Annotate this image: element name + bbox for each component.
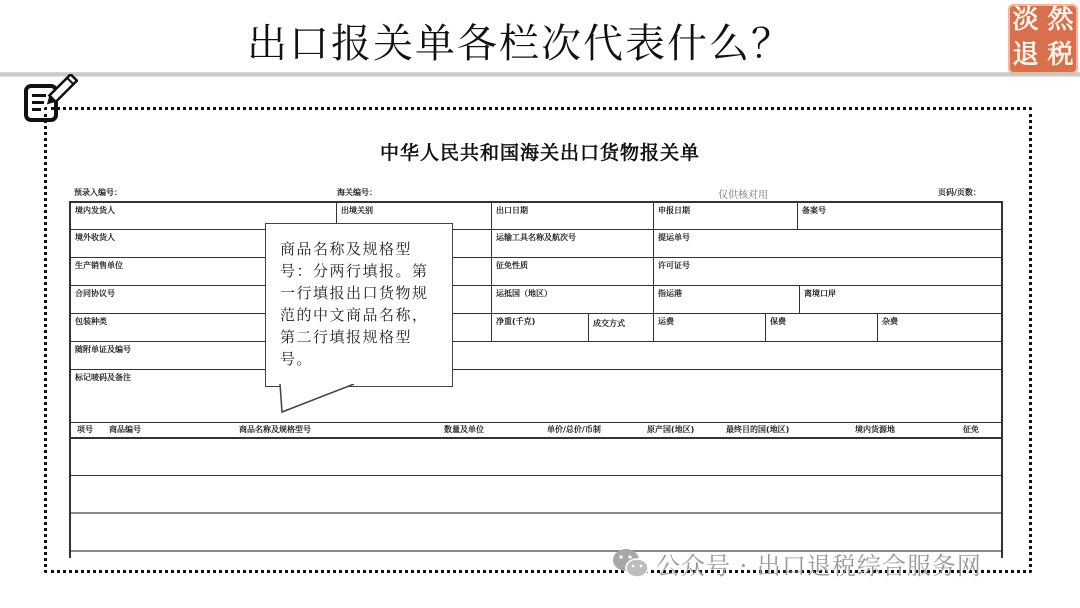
col-quantity-unit: 数量及单位: [444, 425, 484, 434]
customs-declaration-form: [69, 201, 1003, 558]
callout-text: 商品名称及规格型号：分两行填报。第一行填报出口货物规范的中文商品名称，第二行填报规格型号。: [280, 240, 429, 368]
field-net-weight: 净重(千克): [492, 314, 589, 342]
customs-number-label: 海关编号：: [337, 188, 377, 197]
goods-row-divider: [71, 512, 1001, 514]
col-levy-exemption: 征免: [963, 425, 979, 434]
watermark: [612, 546, 982, 581]
col-commodity-name-spec: 商品名称及规格型号: [239, 425, 311, 434]
field-destination-country: 运抵国（地区）: [492, 286, 654, 314]
seal-char: 然: [1047, 5, 1074, 35]
field-producer-seller: 生产销售单位: [71, 258, 337, 286]
title-divider: [0, 72, 1080, 77]
field-export-date: 出口日期: [492, 203, 654, 230]
field-transaction-mode: 成交方式: [589, 314, 654, 342]
field-departure-port: 离境口岸: [800, 286, 1001, 314]
goods-row-divider: [71, 475, 1001, 476]
field-license-number: 许可证号: [654, 258, 1001, 286]
field-exit-customs: 出境关别: [337, 203, 492, 230]
col-commodity-code: 商品编号: [109, 425, 141, 434]
seal-char: 淡: [1012, 5, 1039, 35]
field-miscellaneous-fees: 杂费: [878, 314, 1001, 342]
seal-char: 税: [1047, 40, 1074, 70]
seal-char: 退: [1012, 40, 1039, 70]
seal-logo: [1008, 4, 1078, 74]
page-count-label: 页码/页数：: [938, 188, 981, 197]
field-insurance: 保费: [766, 314, 878, 342]
field-contract-number: 合同协议号: [71, 286, 337, 314]
col-domestic-source: 境内货源地: [855, 425, 895, 434]
col-origin-country: 原产国(地区): [647, 425, 695, 434]
field-overseas-consignee: 境外收货人: [71, 230, 337, 258]
field-record-number: 备案号: [798, 203, 1001, 230]
goods-header-divider: [71, 437, 1001, 439]
field-domestic-shipper: 境内发货人: [71, 203, 337, 230]
slide-title: 出口报关单各栏次代表什么？: [247, 21, 793, 67]
field-transport-vessel-voyage: 运输工具名称及航次号: [492, 230, 654, 258]
callout-pointer: [278, 384, 358, 416]
col-price-currency: 单价/总价/币制: [547, 425, 601, 434]
note-edit-icon: [22, 74, 78, 126]
col-item-number: 项号: [77, 425, 93, 434]
wechat-icon: [612, 548, 650, 580]
field-port-of-destination: 指运港: [654, 286, 800, 314]
field-marks-and-remarks: 标记唛码及备注: [71, 370, 1001, 423]
watermark-text: 公众号 · 出口退税综合服务网: [656, 552, 982, 580]
field-bill-of-lading: 提运单号: [654, 230, 1001, 258]
field-freight: 运费: [654, 314, 766, 342]
form-title: 中华人民共和国海关出口货物报关单: [379, 142, 700, 164]
verification-note: 仅供核对用: [718, 190, 768, 201]
field-levy-exemption-nature: 征免性质: [492, 258, 654, 286]
pre-entry-number-label: 预录入编号：: [74, 188, 122, 197]
field-package-type: 包装种类: [71, 314, 337, 342]
col-final-destination: 最终目的国(地区): [726, 425, 790, 434]
field-attached-documents: 随附单证及编号: [71, 342, 1001, 370]
callout-box: [265, 223, 453, 387]
field-declaration-date: 申报日期: [654, 203, 798, 230]
